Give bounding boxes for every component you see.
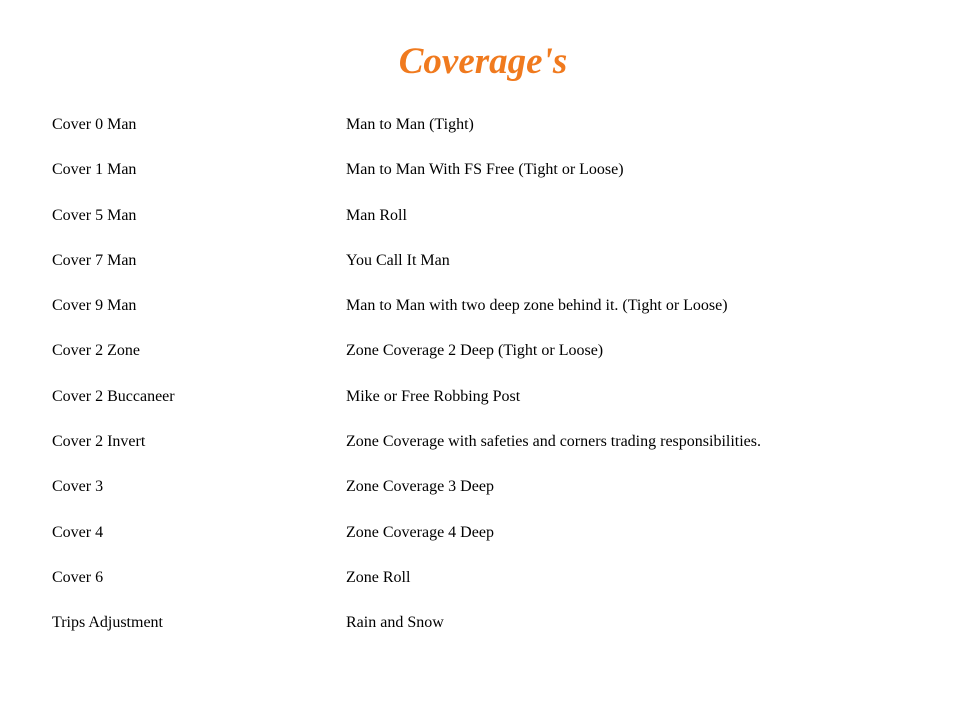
coverage-description: Zone Coverage 3 Deep xyxy=(346,478,494,496)
coverage-name: Cover 2 Invert xyxy=(52,433,146,451)
coverage-row xyxy=(52,340,932,385)
coverage-description: Man to Man with two deep zone behind it. (Tight or Loose) xyxy=(346,297,728,315)
coverage-description: Zone Coverage 4 Deep xyxy=(346,523,494,541)
coverage-row xyxy=(52,567,932,612)
coverage-description: Man Roll xyxy=(346,206,407,224)
coverage-row xyxy=(52,250,932,295)
coverage-name: Cover 9 Man xyxy=(52,297,137,315)
coverage-name: Cover 0 Man xyxy=(52,116,137,133)
coverage-name: Cover 6 xyxy=(52,568,104,586)
coverage-name: Trips Adjustment xyxy=(52,614,163,632)
coverage-name: Cover 7 Man xyxy=(52,251,137,269)
coverage-description: Zone Roll xyxy=(346,568,411,586)
coverage-description: Man to Man With FS Free (Tight or Loose) xyxy=(346,161,624,179)
coverage-description: Zone Coverage 2 Deep (Tight or Loose) xyxy=(346,342,604,360)
coverage-row xyxy=(52,386,932,431)
coverage-name: Cover 2 Zone xyxy=(52,342,140,360)
coverage-row xyxy=(52,205,932,250)
coverage-list xyxy=(52,114,932,658)
coverage-description: Man to Man (Tight) xyxy=(346,116,474,133)
coverage-row xyxy=(52,476,932,521)
slide-title: Coverage's xyxy=(398,41,568,82)
coverage-row xyxy=(52,431,932,476)
coverage-description: Rain and Snow xyxy=(346,614,444,632)
coverage-row xyxy=(52,295,932,340)
coverage-description: You Call It Man xyxy=(346,251,450,269)
coverage-name: Cover 4 xyxy=(52,523,104,541)
coverage-name: Cover 1 Man xyxy=(52,161,137,179)
coverage-description: Zone Coverage with safeties and corners trading responsibilities. xyxy=(346,433,761,451)
coverage-name: Cover 3 xyxy=(52,478,104,496)
coverage-row xyxy=(52,114,932,159)
coverage-row xyxy=(52,159,932,204)
coverage-name: Cover 2 Buccaneer xyxy=(52,387,175,405)
coverage-name: Cover 5 Man xyxy=(52,206,137,224)
coverage-row xyxy=(52,612,932,657)
coverage-description: Mike or Free Robbing Post xyxy=(346,387,521,405)
coverage-row xyxy=(52,522,932,567)
